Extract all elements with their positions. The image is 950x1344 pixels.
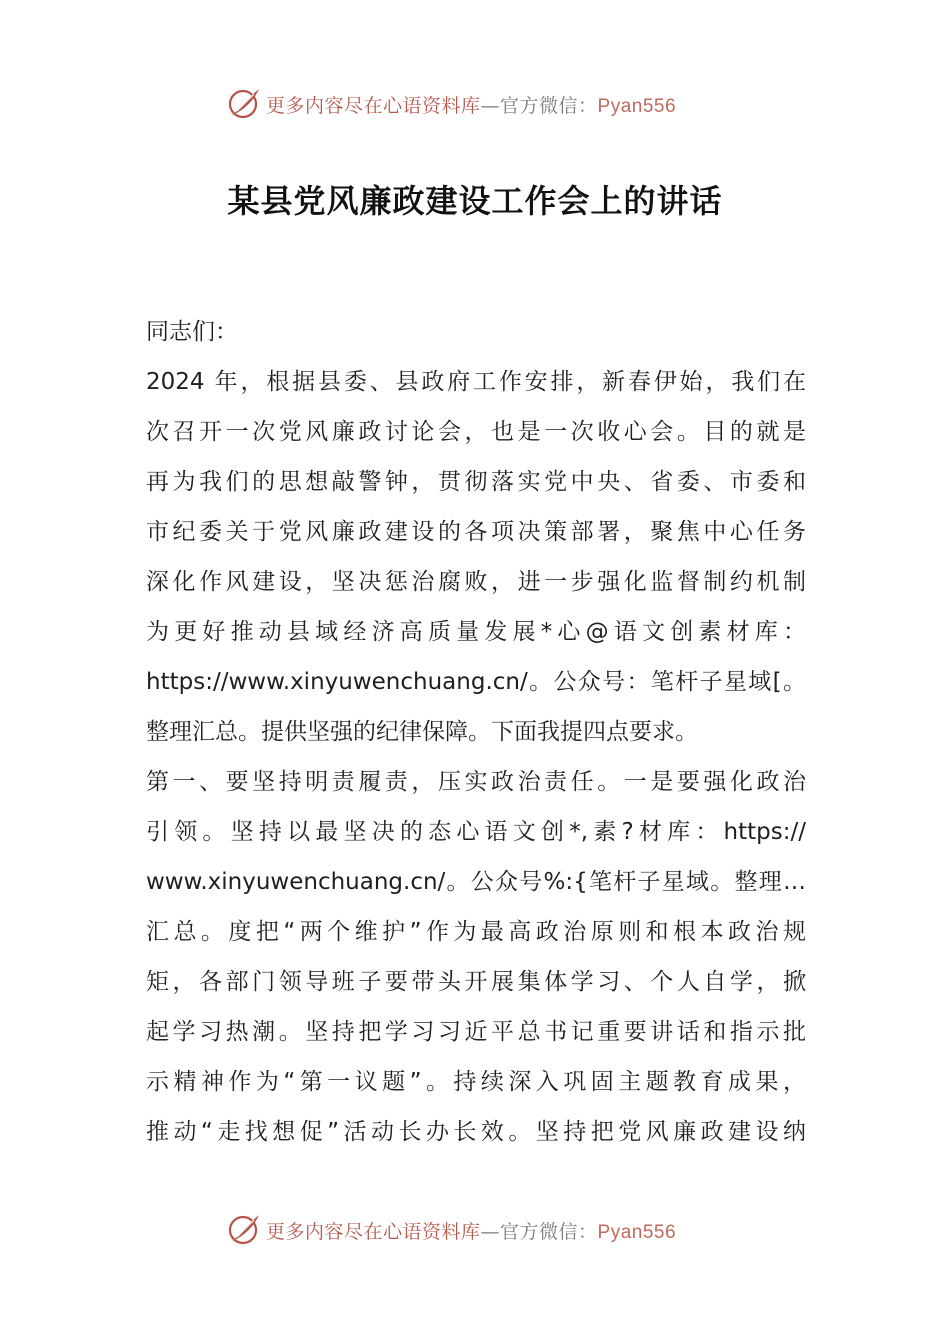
banner-dash: — [480,1220,501,1243]
banner-brand: 更多内容尽在心语资料库 [266,1220,481,1243]
banner-brand: 更多内容尽在心语资料库 [266,94,481,117]
header-banner [226,84,746,124]
paragraph-line: 再为我们的思想敲警钟，贯彻落实党中央、省委、市委和 [146,469,806,495]
paragraph-line: 推动“走找想促”活动长办长效。坚持把党风廉政建设纳 [146,1119,806,1145]
paragraph-line: 2024 年，根据县委、县政府工作安排，新春伊始，我们在 [146,369,806,395]
paragraph-line: https://www.xinyuwenchuang.cn/。公众号：笔杆子星域[。 [146,669,806,695]
document-body [146,307,806,1157]
paragraph-line: 起学习热潮。坚持把学习习近平总书记重要讲话和指示批 [146,1019,806,1045]
paragraph-line: 整理汇总。提供坚强的纪律保障。下面我提四点要求。 [146,719,698,745]
paragraph-line: 深化作风建设，坚决惩治腐败，进一步强化监督制约机制 [146,569,806,595]
paragraph-line: www.xinyuwenchuang.cn/。公众号%:{笔杆子星域。整理… [146,869,806,895]
document-title: 某县党风廉政建设工作会上的讲话 [227,182,723,220]
quill-logo-icon [226,1212,262,1248]
paragraph-line: 汇总。度把“两个维护”作为最高政治原则和根本政治规 [146,919,806,945]
banner-text [266,1217,676,1244]
salutation: 同志们： [146,319,238,345]
paragraph-line: 示精神作为“第一议题”。持续深入巩固主题教育成果， [146,1069,806,1095]
banner-dash: — [480,94,501,117]
banner-wechat-label: 官方微信： [500,94,598,117]
paragraph-line: 次召开一次党风廉政讨论会，也是一次收心会。目的就是 [146,419,806,445]
paragraph-line: 第一、要坚持明责履责，压实政治责任。一是要强化政治 [146,769,806,795]
banner-wechat-id: Pyan556 [597,95,677,117]
banner-wechat-label: 官方微信： [500,1220,598,1243]
footer-banner [226,1210,746,1250]
banner-wechat-id: Pyan556 [597,1221,677,1243]
paragraph-line: 引领。坚持以最坚决的态心语文创*,素?材库：https:// [146,819,806,845]
paragraph-line: 为更好推动县域经济高质量发展*心@语文创素材库： [146,619,806,645]
paragraph-line: 矩，各部门领导班子要带头开展集体学习、个人自学，掀 [146,969,806,995]
quill-logo-icon [226,86,262,122]
paragraph-line: 市纪委关于党风廉政建设的各项决策部署，聚焦中心任务 [146,519,806,545]
banner-text [266,91,676,118]
